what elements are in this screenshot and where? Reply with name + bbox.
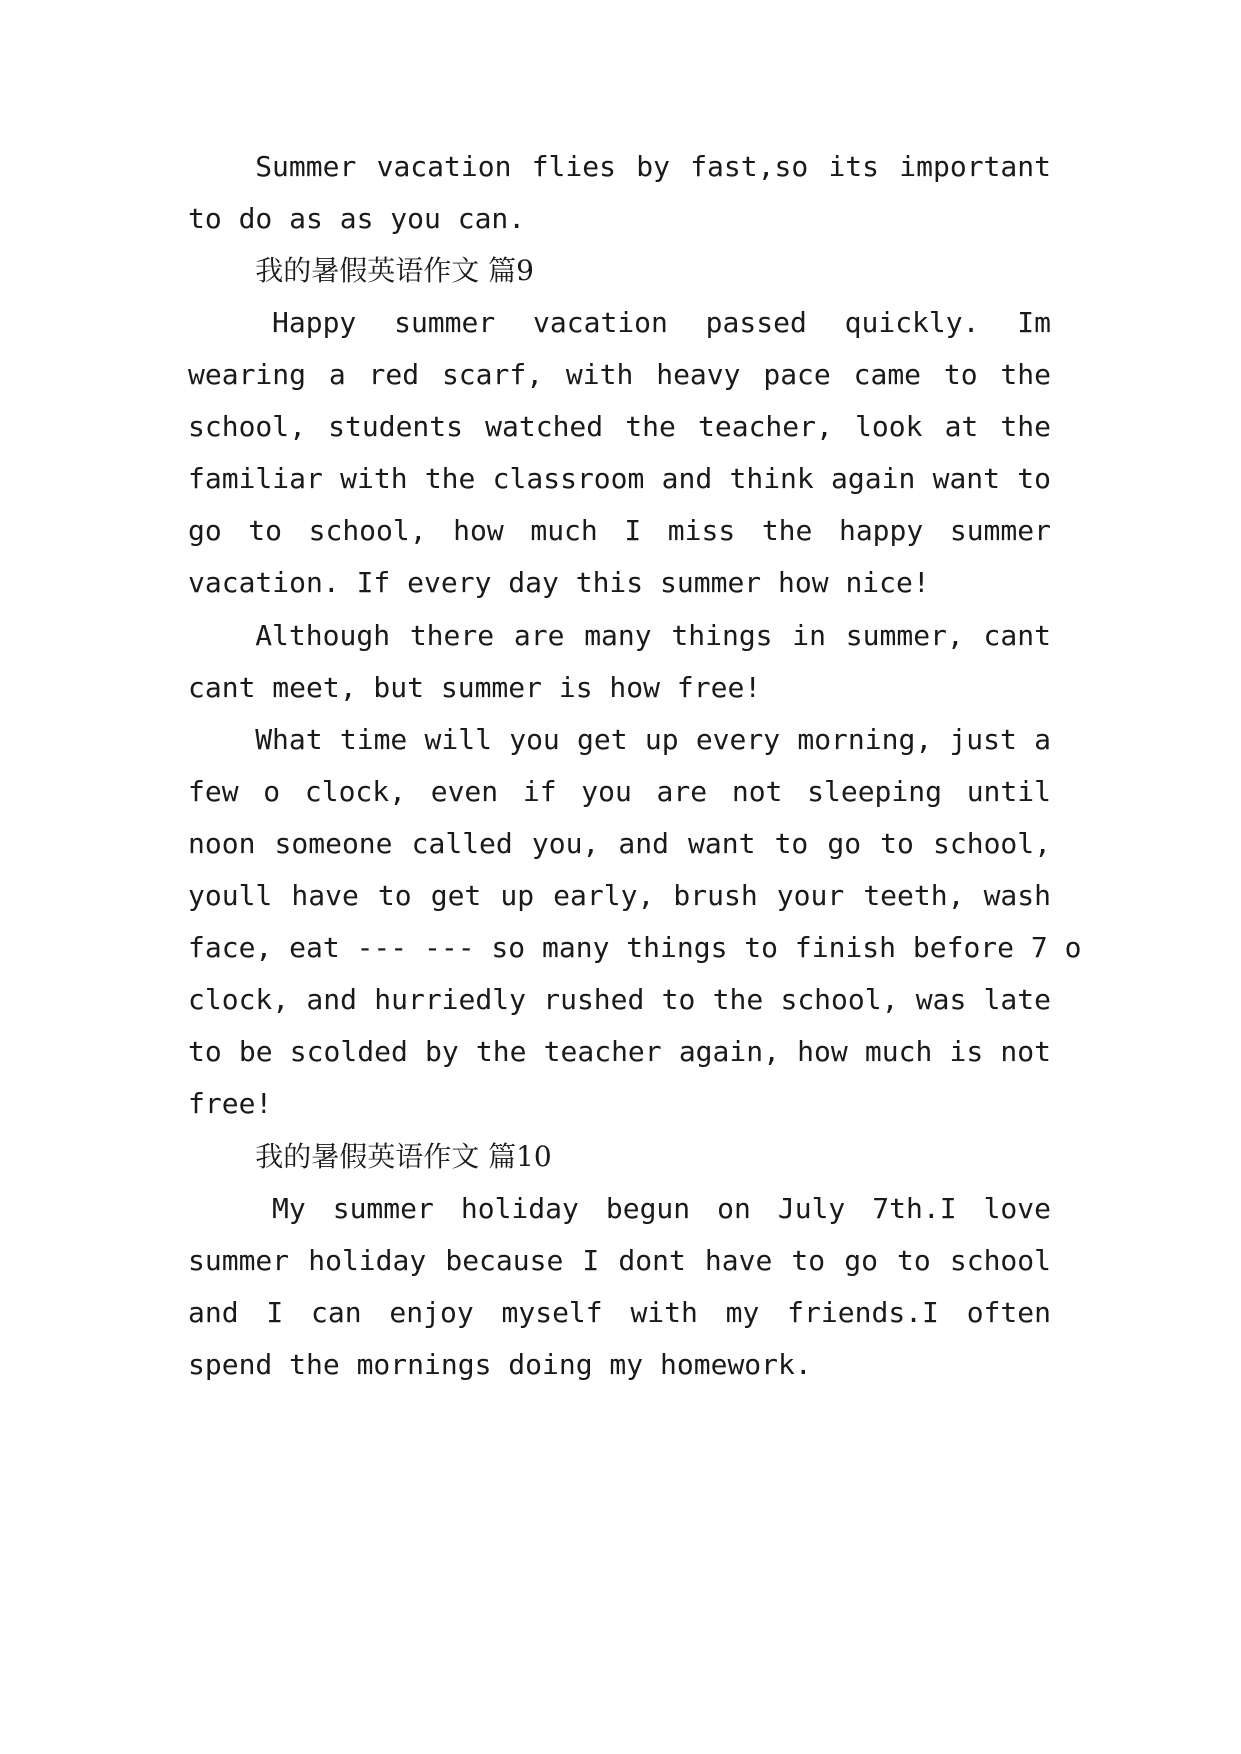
body-text-line: spend the mornings doing my homework.: [188, 1348, 812, 1381]
body-text-line: cant meet, but summer is how free!: [188, 671, 762, 704]
body-text-line: school, students watched the teacher, look at the: [188, 410, 1051, 443]
body-text-line: face, eat --- --- so many things to finish before 7 o: [188, 931, 1082, 964]
body-text-line: go to school, how much I miss the happy summer: [188, 514, 1051, 547]
body-text-line: wearing a red scarf, with heavy pace came to the: [188, 358, 1051, 391]
body-text-line: vacation. If every day this summer how nice!: [188, 566, 930, 599]
body-text-line: and I can enjoy myself with my friends.I often: [188, 1296, 1051, 1329]
body-text-line: few o clock, even if you are not sleeping until: [188, 775, 1051, 808]
body-text-line: to do as as you can.: [188, 202, 526, 235]
body-text-line: What time will you get up every morning, just a: [255, 723, 1051, 756]
body-text-line: noon someone called you, and want to go to school,: [188, 827, 1051, 860]
body-text-line: My summer holiday begun on July 7th.I love: [272, 1192, 1051, 1225]
body-text-line: free!: [188, 1087, 273, 1120]
body-text-line: youll have to get up early, brush your teeth, wash: [188, 879, 1051, 912]
body-text-line: Happy summer vacation passed quickly. Im: [272, 306, 1051, 339]
body-text-line: to be scolded by the teacher again, how much is not: [188, 1035, 1051, 1068]
body-text-line: clock, and hurriedly rushed to the school, was late: [188, 983, 1051, 1016]
body-text-line: Summer vacation flies by fast,so its important: [255, 150, 1051, 183]
body-text-line: familiar with the classroom and think again want to: [188, 462, 1051, 495]
body-text-line: Although there are many things in summer, cant: [255, 619, 1051, 652]
section-heading: 我的暑假英语作文 篇10: [255, 1140, 552, 1173]
section-heading: 我的暑假英语作文 篇9: [255, 254, 534, 287]
body-text-line: summer holiday because I dont have to go to school: [188, 1244, 1051, 1277]
